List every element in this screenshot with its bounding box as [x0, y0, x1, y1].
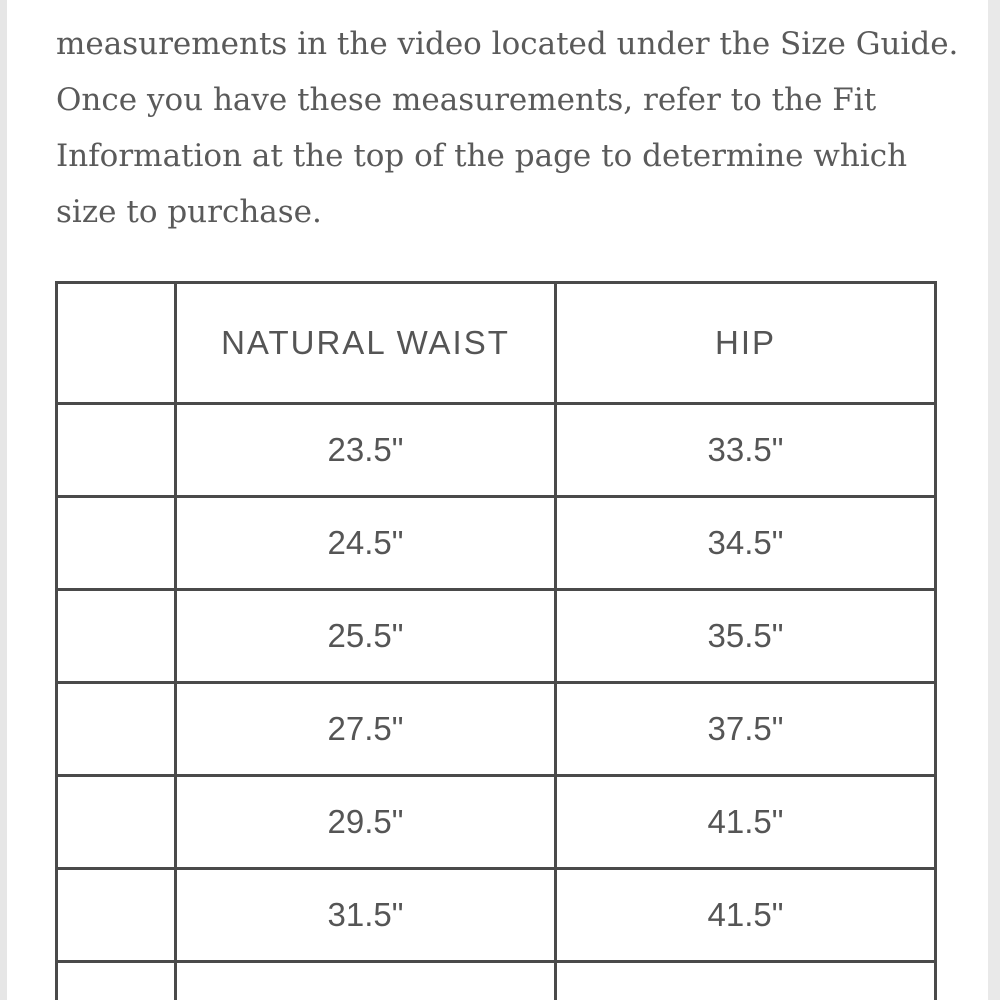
cell-natural-waist: [176, 962, 556, 1000]
table-row: [57, 497, 936, 590]
instruction-line-4: size to purchase.: [56, 194, 322, 230]
cell-size: [57, 869, 176, 962]
cell-natural-waist: 31.5": [176, 869, 556, 962]
table-row: [57, 869, 936, 962]
cell-natural-waist: 27.5": [176, 683, 556, 776]
instruction-line-2: Once you have these measurements, refer to the Fit: [56, 82, 877, 118]
size-guide-instructions: [56, 0, 976, 240]
cell-size: [57, 683, 176, 776]
cell-natural-waist: 24.5": [176, 497, 556, 590]
left-page-edge: [0, 0, 7, 1000]
table-header-row: [57, 283, 936, 404]
header-natural-waist: NATURAL WAIST: [176, 283, 556, 404]
cell-hip: [556, 962, 936, 1000]
cell-hip: 35.5": [556, 590, 936, 683]
right-page-edge: [988, 0, 1000, 1000]
instruction-line-1: measurements in the video located under the Size Guide.: [56, 26, 959, 62]
cell-hip: 34.5": [556, 497, 936, 590]
cell-size: [57, 497, 176, 590]
cell-size: [57, 962, 176, 1000]
cell-hip: 33.5": [556, 404, 936, 497]
cell-size: [57, 590, 176, 683]
instruction-line-3: Information at the top of the page to determine which: [56, 138, 908, 174]
table-row: [57, 404, 936, 497]
cell-hip: 41.5": [556, 776, 936, 869]
size-chart-table: [55, 281, 937, 1000]
table-row: [57, 683, 936, 776]
cell-natural-waist: 25.5": [176, 590, 556, 683]
header-hip: HIP: [556, 283, 936, 404]
cell-natural-waist: 23.5": [176, 404, 556, 497]
cell-natural-waist: 29.5": [176, 776, 556, 869]
table-row: [57, 962, 936, 1000]
table-row: [57, 776, 936, 869]
header-size: [57, 283, 176, 404]
cell-size: [57, 404, 176, 497]
cell-size: [57, 776, 176, 869]
table-row: [57, 590, 936, 683]
cell-hip: 37.5": [556, 683, 936, 776]
cell-hip: 41.5": [556, 869, 936, 962]
